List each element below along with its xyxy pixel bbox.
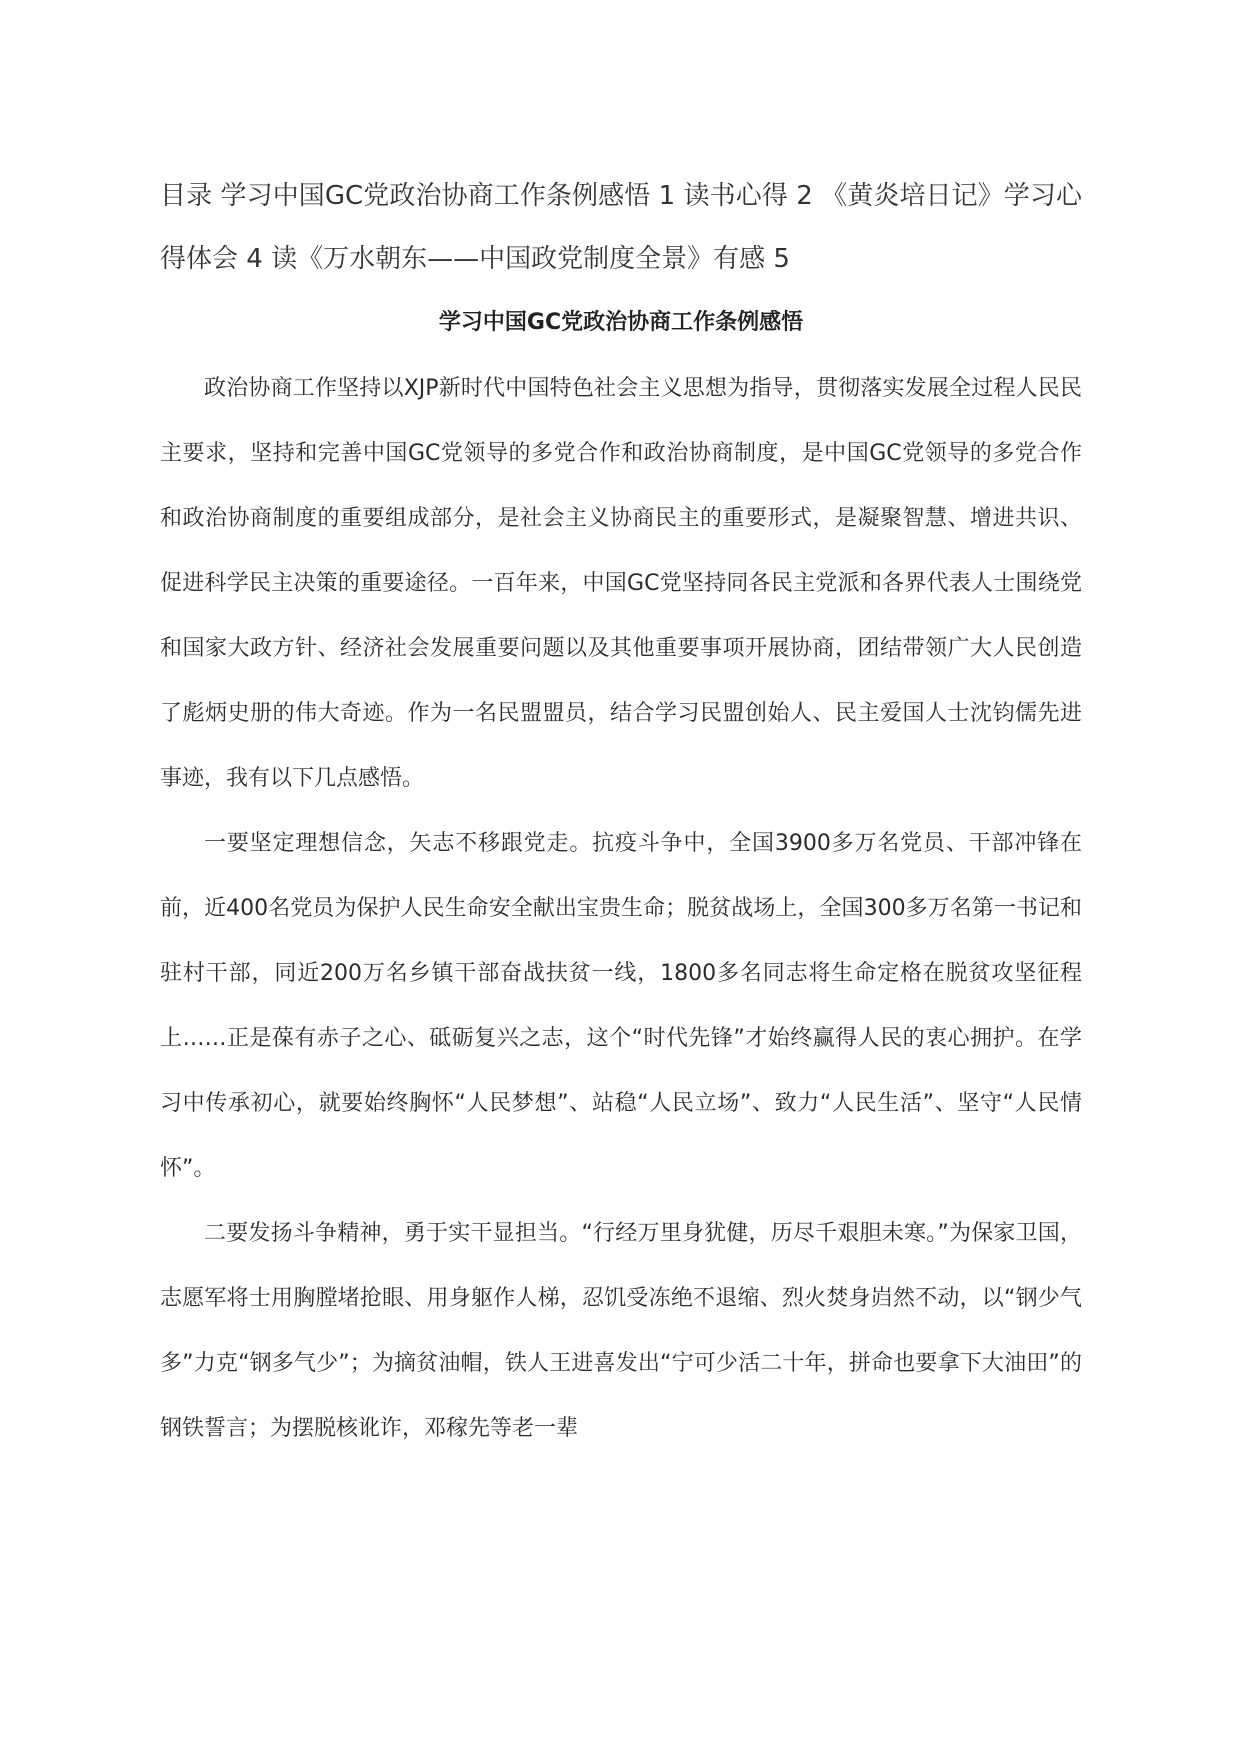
paragraph-intro: 政治协商工作坚持以XJP新时代中国特色社会主义思想为指导，贯彻落实发展全过程人民民主要求，坚持和完善中国GC党领导的多党合作和政治协商制度，是中国GC党领导的多党合作和政治协商制度的重要组成部分，是社会主义协商民主的重要形式，是凝聚智慧、增进共识、促进科学民主决策的重要途径。一百年来，中国GC党坚持同各民主党派和各界代表人士围绕党和国家大政方针、经济社会发展重要问题以及其他重要事项开展协商，团结带领广大人民创造了彪炳史册的伟大奇迹。作为一名民盟盟员，结合学习民盟创始人、民主爱国人士沈钧儒先进事迹，我有以下几点感悟。 [160, 376, 1082, 791]
document-page [160, 165, 1082, 1461]
paragraph-point-one: 一要坚定理想信念，矢志不移跟党走。抗疫斗争中，全国3900多万名党员、干部冲锋在前，近400名党员为保护人民生命安全献出宝贵生命；脱贫战场上，全国300多万名第一书记和驻村干部，同近200万名乡镇干部奋战扶贫一线，1800多名同志将生命定格在脱贫攻坚征程上……正是葆有赤子之心、砥砺复兴之志，这个“时代先锋”才始终赢得人民的衷心拥护。在学习中传承初心，就要始终胸怀“人民梦想”、站稳“人民立场”、致力“人民生活”、坚守“人民情怀”。 [160, 831, 1082, 1181]
paragraph-point-two: 二要发扬斗争精神，勇于实干显担当。“行经万里身犹健，历尽千艰胆未寒。”为保家卫国，志愿军将士用胸膛堵抢眼、用身躯作人梯，忍饥受冻绝不退缩、烈火焚身岿然不动，以“钢少气多”力克“钢多气少”；为摘贫油帽，铁人王进喜发出“宁可少活二十年，拼命也要拿下大油田”的钢铁誓言；为摆脱核讹诈，邓稼先等老一辈 [160, 1221, 1082, 1441]
article-title: 学习中国GC党政治协商工作条例感悟 [438, 310, 804, 335]
table-of-contents: 目录 学习中国GC党政治协商工作条例感悟 1 读书心得 2 《黄炎培日记》学习心得体会 4 读《万水朝东——中国政党制度全景》有感 5 [160, 181, 1082, 274]
